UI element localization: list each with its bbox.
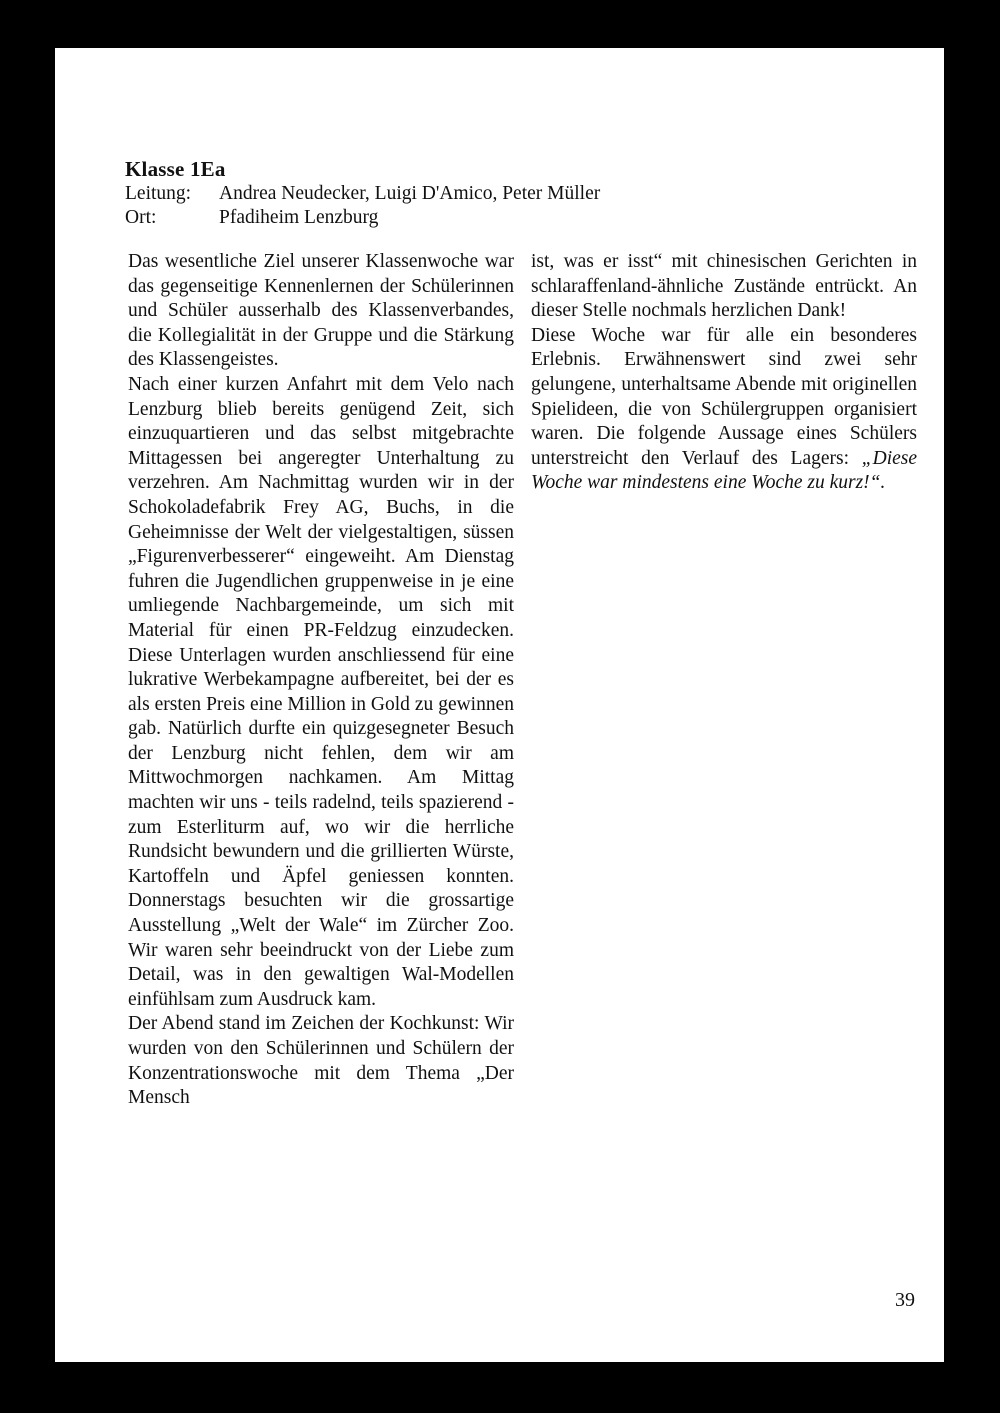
meta-row-leitung bbox=[125, 182, 825, 206]
paragraph: Das wesentliche Ziel unserer Klassenwoche war das gegenseitige Kennenlernen der Schülerinnen und Schüler ausserhalb des Klassenverbandes, die Kollegialität in der Gruppe und die Stärkung des Klassengeistes. bbox=[128, 251, 514, 371]
meta-value: Pfadiheim Lenzburg bbox=[219, 207, 379, 228]
paragraph: ist, was er isst“ mit chinesischen Gerichten in schlaraffenland-ähnliche Zustände entrückt. An dieser Stelle nochmals herzlichen Dank! bbox=[531, 251, 917, 322]
meta-value: Andrea Neudecker, Luigi D'Amico, Peter Müller bbox=[219, 183, 601, 204]
right-column bbox=[531, 250, 917, 496]
paragraph: Nach einer kurzen Anfahrt mit dem Velo nach Lenzburg blieb bereits genügend Zeit, sich einzuquartieren und das selbst mitgebrachte Mittagessen bei angeregter Unterhaltung zu verzehren. Am Nachmittag wurden wir in der Schokoladefabrik Frey AG, Buchs, in die Geheimnisse der Welt der vielgestaltigen, süssen „Figurenverbesserer“ eingeweiht. Am Dienstag fuhren die Jugendlichen gruppenweise in je eine umliegende Nachbargemeinde, um sich mit Material für einen PR-Feldzug einzudecken. Diese Unterlagen wurden anschliessend für eine lukrative Werbekampagne aufbereitet, bei der es als ersten Preis eine Million in Gold zu gewinnen gab. Natürlich durfte ein quizgesegneter Besuch der Lenzburg nicht fehlen, dem wir am Mittwochmorgen nachkamen. Am Mittag machten wir uns - teils radelnd, teils spazierend - zum Esterliturm auf, wo wir die herrliche Rundsicht bewundern und die grillierten Würste, Kartoffeln und Äpfel geniessen konnten. Donnerstags besuchten wir die grossartige Ausstellung „Welt der Wale“ im Zürcher Zoo. Wir waren sehr beeindruckt von der Liebe zum Detail, was in den gewaltigen Wal-Modellen einfühlsam zum Ausdruck kam. bbox=[128, 373, 514, 1010]
meta-row-ort bbox=[125, 206, 825, 230]
paragraph: Der Abend stand im Zeichen der Kochkunst: Wir wurden von den Schülerinnen und Schülern der Konzentrationswoche mit dem Thema „Der Mensch bbox=[128, 1013, 514, 1109]
paragraph-with-quote bbox=[531, 324, 917, 496]
page-title: Klasse 1Ea bbox=[125, 157, 226, 181]
left-column bbox=[128, 250, 514, 1111]
page-number: 39 bbox=[895, 1289, 915, 1311]
document-header bbox=[125, 156, 825, 230]
meta-label: Leitung: bbox=[125, 183, 192, 204]
document-page bbox=[55, 48, 944, 1362]
paragraph-text: Diese Woche war für alle ein besonderes Erlebnis. Erwähnenswert sind zwei sehr gelungene, unterhaltsame Abende mit originellen Spielideen, die von Schülergruppen organisiert waren. Die folgende Aussage eines Schülers unterstreicht den Verlauf des Lagers: bbox=[531, 324, 917, 469]
student-quote: „Diese Woche war mindestens eine Woche zu kurz!“. bbox=[531, 447, 918, 494]
meta-label: Ort: bbox=[125, 207, 157, 228]
